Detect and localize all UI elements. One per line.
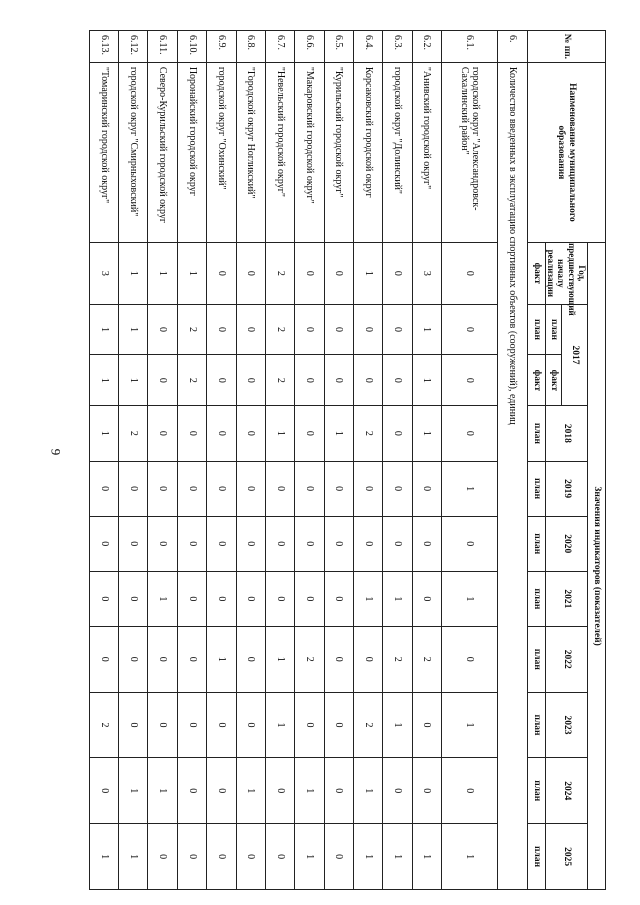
value-cell: 0 (324, 571, 353, 626)
value-cell: 0 (177, 461, 206, 516)
value-cell: 0 (324, 243, 353, 305)
table-row (353, 31, 382, 890)
value-cell: 0 (324, 304, 353, 355)
row-number: 6.13. (89, 31, 119, 63)
value-cell: 0 (295, 692, 324, 758)
value-cell: 0 (383, 461, 412, 516)
value-cell: 0 (236, 304, 265, 355)
value-cell: 0 (295, 243, 324, 305)
table-row (265, 31, 294, 890)
header-no: № пп. (527, 31, 605, 63)
indicator-table (89, 30, 606, 890)
value-cell: 0 (207, 571, 236, 626)
row-number: 6.11. (148, 31, 177, 63)
value-cell: 0 (236, 692, 265, 758)
value-cell: 2 (119, 406, 148, 461)
value-cell: 0 (177, 692, 206, 758)
value-cell: 1 (89, 824, 119, 890)
value-cell: 2 (177, 355, 206, 406)
value-cell: 0 (324, 758, 353, 824)
table-row (148, 31, 177, 890)
value-cell: 0 (412, 758, 441, 824)
value-cell: 0 (119, 516, 148, 571)
value-cell: 0 (324, 824, 353, 890)
municipality-name: "Макаровский городской округ" (295, 62, 324, 242)
header-plan: план (527, 758, 545, 824)
value-cell: 0 (236, 626, 265, 692)
value-cell: 0 (353, 516, 382, 571)
value-cell: 1 (148, 571, 177, 626)
value-cell: 0 (89, 758, 119, 824)
value-cell: 1 (412, 355, 441, 406)
value-cell: 0 (236, 824, 265, 890)
value-cell: 0 (119, 692, 148, 758)
header-plan: план (527, 824, 545, 890)
value-cell: 0 (177, 516, 206, 571)
section-title: Количество введенных в эксплуатацию спортивных объектов (сооружений), единиц (498, 62, 527, 889)
table-row (89, 31, 119, 890)
value-cell: 0 (177, 626, 206, 692)
row-number: 6.7. (265, 31, 294, 63)
value-cell: 1 (119, 758, 148, 824)
table-row (441, 31, 497, 890)
value-cell: 0 (265, 516, 294, 571)
value-cell: 1 (353, 243, 382, 305)
value-cell: 1 (119, 304, 148, 355)
value-cell: 0 (148, 461, 177, 516)
value-cell: 0 (324, 355, 353, 406)
value-cell: 0 (177, 824, 206, 890)
header-fact: план (545, 304, 561, 355)
value-cell: 1 (441, 571, 497, 626)
value-cell: 2 (383, 626, 412, 692)
row-number: 6.1. (441, 31, 497, 63)
value-cell: 0 (265, 571, 294, 626)
value-cell: 0 (412, 516, 441, 571)
value-cell: 0 (207, 406, 236, 461)
header-indicators: Значения индикаторов (показателей) (588, 243, 606, 890)
value-cell: 0 (383, 406, 412, 461)
value-cell: 2 (353, 692, 382, 758)
value-cell: 0 (383, 243, 412, 305)
value-cell: 0 (295, 461, 324, 516)
value-cell: 0 (236, 243, 265, 305)
value-cell: 0 (353, 626, 382, 692)
header-plan: план (527, 692, 545, 758)
municipality-name: "Курильский городской округ" (324, 62, 353, 242)
value-cell: 0 (148, 304, 177, 355)
value-cell: 1 (177, 243, 206, 305)
table-row (383, 31, 412, 890)
table-row (236, 31, 265, 890)
municipality-name: Поронайский городской округ (177, 62, 206, 242)
header-year: 2025 (545, 824, 587, 890)
header-year: 2023 (545, 692, 587, 758)
header-plan: план (527, 461, 545, 516)
value-cell: 0 (148, 824, 177, 890)
value-cell: 1 (148, 243, 177, 305)
value-cell: 0 (441, 516, 497, 571)
row-number: 6.10. (177, 31, 206, 63)
value-cell: 0 (441, 304, 497, 355)
value-cell: 1 (441, 461, 497, 516)
header-plan: план (527, 406, 545, 461)
value-cell: 0 (236, 516, 265, 571)
header-year: 2017 (562, 304, 588, 406)
value-cell: 0 (353, 355, 382, 406)
value-cell: 1 (412, 304, 441, 355)
value-cell: 2 (295, 626, 324, 692)
value-cell: 1 (265, 626, 294, 692)
header-plan: план (527, 304, 545, 355)
value-cell: 1 (119, 243, 148, 305)
value-cell: 0 (177, 571, 206, 626)
value-cell: 0 (324, 461, 353, 516)
value-cell: 0 (148, 406, 177, 461)
value-cell: 3 (412, 243, 441, 305)
value-cell: 1 (383, 571, 412, 626)
value-cell: 2 (265, 355, 294, 406)
value-cell: 0 (207, 243, 236, 305)
value-cell: 3 (89, 243, 119, 305)
value-cell: 0 (295, 355, 324, 406)
table-row (207, 31, 236, 890)
value-cell: 0 (324, 516, 353, 571)
value-cell: 0 (441, 626, 497, 692)
header-base-year: Год, предшествующий началу реализации (545, 243, 587, 316)
section-row (498, 31, 527, 890)
value-cell: 0 (207, 824, 236, 890)
value-cell: 1 (383, 824, 412, 890)
value-cell: 0 (148, 516, 177, 571)
value-cell: 0 (265, 461, 294, 516)
value-cell: 2 (265, 304, 294, 355)
value-cell: 0 (207, 758, 236, 824)
municipality-name: городской округ "Охинский" (207, 62, 236, 242)
value-cell: 0 (412, 571, 441, 626)
value-cell: 0 (148, 355, 177, 406)
table-row (324, 31, 353, 890)
value-cell: 1 (265, 406, 294, 461)
row-number: 6.8. (236, 31, 265, 63)
header-fact: факт (527, 243, 545, 305)
header-fact: факт (527, 355, 545, 406)
value-cell: 0 (383, 355, 412, 406)
row-number: 6.3. (383, 31, 412, 63)
value-cell: 1 (119, 824, 148, 890)
value-cell: 0 (177, 406, 206, 461)
value-cell: 1 (441, 824, 497, 890)
value-cell: 2 (89, 692, 119, 758)
section-number: 6. (498, 31, 527, 63)
value-cell: 0 (441, 355, 497, 406)
municipality-name: "Томаринский городской округ" (89, 62, 119, 242)
value-cell: 0 (207, 355, 236, 406)
value-cell: 0 (236, 355, 265, 406)
value-cell: 2 (265, 243, 294, 305)
value-cell: 0 (89, 571, 119, 626)
value-cell: 0 (89, 516, 119, 571)
value-cell: 0 (295, 516, 324, 571)
value-cell: 1 (412, 824, 441, 890)
value-cell: 0 (441, 406, 497, 461)
header-year: 2024 (545, 758, 587, 824)
header-plan: план (527, 626, 545, 692)
value-cell: 0 (295, 406, 324, 461)
municipality-name: Корсаковский городской округ (353, 62, 382, 242)
row-number: 6.9. (207, 31, 236, 63)
value-cell: 1 (89, 304, 119, 355)
value-cell: 1 (353, 824, 382, 890)
value-cell: 0 (207, 692, 236, 758)
value-cell: 0 (236, 461, 265, 516)
value-cell: 1 (295, 758, 324, 824)
value-cell: 0 (89, 461, 119, 516)
municipality-name: "Городской округ Ногликский" (236, 62, 265, 242)
row-number: 6.5. (324, 31, 353, 63)
value-cell: 1 (236, 758, 265, 824)
value-cell: 0 (207, 304, 236, 355)
value-cell: 0 (383, 516, 412, 571)
value-cell: 0 (265, 758, 294, 824)
header-year: 2022 (545, 626, 587, 692)
header-plan: план (527, 571, 545, 626)
value-cell: 1 (119, 355, 148, 406)
value-cell: 0 (441, 243, 497, 305)
value-cell: 2 (177, 304, 206, 355)
value-cell: 0 (383, 758, 412, 824)
value-cell: 1 (148, 758, 177, 824)
table-row (412, 31, 441, 890)
value-cell: 1 (207, 626, 236, 692)
value-cell: 1 (89, 355, 119, 406)
municipality-name: Северо-Курильский городской округ (148, 62, 177, 242)
value-cell: 0 (324, 626, 353, 692)
value-cell: 0 (412, 692, 441, 758)
value-cell: 1 (353, 571, 382, 626)
value-cell: 0 (119, 461, 148, 516)
value-cell: 1 (265, 692, 294, 758)
value-cell: 0 (207, 461, 236, 516)
indicator-table-frame (95, 30, 606, 890)
value-cell: 0 (295, 571, 324, 626)
value-cell: 1 (383, 692, 412, 758)
value-cell: 0 (265, 824, 294, 890)
header-plan: факт (545, 355, 561, 406)
municipality-name: городской округ "Смирныховский" (119, 62, 148, 242)
value-cell: 2 (353, 406, 382, 461)
table-row (295, 31, 324, 890)
municipality-name: "Невельский городской округ" (265, 62, 294, 242)
value-cell: 0 (148, 692, 177, 758)
value-cell: 0 (148, 626, 177, 692)
row-number: 6.12. (119, 31, 148, 63)
value-cell: 0 (295, 304, 324, 355)
row-number: 6.2. (412, 31, 441, 63)
row-number: 6.4. (353, 31, 382, 63)
value-cell: 0 (89, 626, 119, 692)
row-number: 6.6. (295, 31, 324, 63)
value-cell: 0 (177, 758, 206, 824)
value-cell: 0 (353, 461, 382, 516)
page-number: 9 (48, 448, 64, 456)
municipality-name: "Анивский городской округ" (412, 62, 441, 242)
value-cell: 1 (89, 406, 119, 461)
table-row (177, 31, 206, 890)
value-cell: 0 (353, 304, 382, 355)
value-cell: 0 (236, 406, 265, 461)
value-cell: 0 (441, 758, 497, 824)
value-cell: 0 (119, 626, 148, 692)
header-year: 2018 (545, 406, 587, 461)
header-year: 2020 (545, 516, 587, 571)
value-cell: 1 (412, 406, 441, 461)
municipality-name: городской округ "Долинский" (383, 62, 412, 242)
value-cell: 0 (236, 571, 265, 626)
value-cell: 0 (383, 304, 412, 355)
value-cell: 0 (207, 516, 236, 571)
value-cell: 0 (324, 692, 353, 758)
header-name: Наименование муниципального образования (527, 62, 605, 242)
value-cell: 1 (324, 406, 353, 461)
value-cell: 0 (119, 571, 148, 626)
value-cell: 1 (441, 692, 497, 758)
header-year: 2019 (545, 461, 587, 516)
value-cell: 1 (353, 758, 382, 824)
value-cell: 2 (412, 626, 441, 692)
table-row (119, 31, 148, 890)
header-year: 2021 (545, 571, 587, 626)
value-cell: 1 (295, 824, 324, 890)
header-plan: план (527, 516, 545, 571)
value-cell: 0 (412, 461, 441, 516)
municipality-name: городской округ "Александровск-Сахалинский район" (441, 62, 497, 242)
